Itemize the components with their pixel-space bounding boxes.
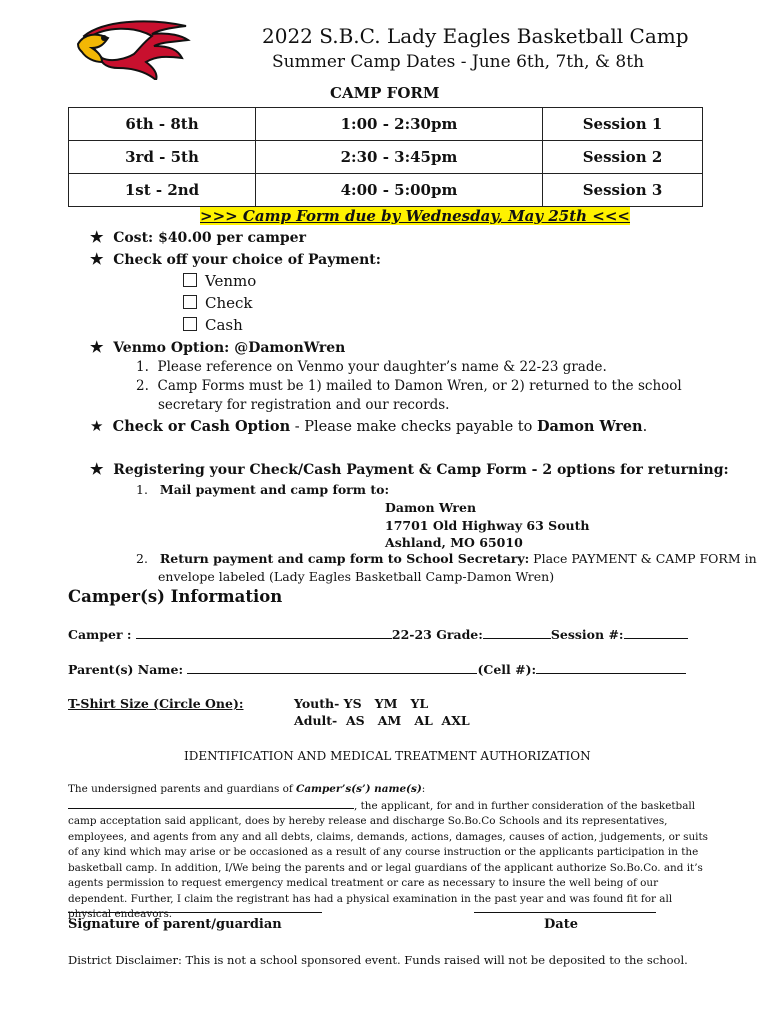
address-line: 17701 Old Highway 63 South bbox=[385, 517, 590, 533]
step-number: 2. bbox=[136, 378, 149, 394]
star-icon: ★ bbox=[90, 460, 104, 478]
check-option[interactable] bbox=[183, 294, 253, 312]
registering-rest: 2 options for returning: bbox=[542, 462, 729, 478]
star-icon: ★ bbox=[90, 417, 104, 435]
authorization-heading: IDENTIFICATION AND MEDICAL TREATMENT AUTHORIZATION bbox=[184, 749, 591, 763]
star-icon: ★ bbox=[90, 228, 104, 246]
tshirt-label: T-Shirt Size (Circle One): bbox=[68, 696, 244, 711]
step-text: Please reference on Venmo your daughter’s name & 22-23 grade. bbox=[157, 359, 607, 375]
authorization-paragraph bbox=[68, 782, 708, 923]
grades-cell: 6th - 8th bbox=[69, 108, 256, 141]
time-cell: 4:00 - 5:00pm bbox=[256, 174, 543, 207]
cost-text: Cost: $40.00 per camper bbox=[113, 230, 306, 246]
address-line: Damon Wren bbox=[385, 500, 477, 515]
venmo-step-2 bbox=[136, 378, 682, 394]
grade-label: 22-23 Grade: bbox=[391, 627, 483, 642]
page-title: 2022 S.B.C. Lady Eagles Basketball Camp bbox=[262, 24, 689, 48]
check-cash-bullet bbox=[90, 417, 647, 435]
cell-field[interactable] bbox=[536, 661, 686, 674]
date-line[interactable] bbox=[474, 912, 656, 913]
option1-text: Mail payment and camp form to: bbox=[159, 482, 390, 497]
camper-names-label: Camper’s(s’) name(s) bbox=[296, 783, 422, 795]
option-label: Check bbox=[205, 294, 253, 312]
registering-label: Registering your Check/Cash Payment & Camp Form - bbox=[113, 462, 543, 478]
session-cell: Session 2 bbox=[543, 141, 703, 174]
session-label: Session #: bbox=[550, 627, 624, 642]
mailing-address bbox=[385, 499, 590, 552]
payment-choice-text: Check off your choice of Payment: bbox=[113, 252, 381, 268]
cash-option[interactable] bbox=[183, 316, 243, 334]
check-cash-label: Check or Cash Option bbox=[112, 418, 291, 435]
return-option-1 bbox=[136, 482, 389, 497]
time-cell: 2:30 - 3:45pm bbox=[256, 141, 543, 174]
venmo-step-2-cont: secretary for registration and our records. bbox=[158, 397, 450, 413]
youth-sizes[interactable]: Youth- YS YM YL bbox=[294, 696, 429, 711]
step-number: 1. bbox=[136, 359, 149, 375]
star-icon: ★ bbox=[90, 338, 104, 356]
cell-label: (Cell #): bbox=[477, 662, 537, 677]
check-payee: Damon Wren bbox=[536, 418, 643, 435]
adult-sizes[interactable]: Adult- AS AM AL AXL bbox=[294, 713, 470, 728]
time-cell: 1:00 - 2:30pm bbox=[256, 108, 543, 141]
option-label: Cash bbox=[205, 316, 243, 334]
camper-name-field[interactable] bbox=[136, 626, 392, 639]
step-number: 2. bbox=[136, 551, 148, 566]
cost-bullet bbox=[90, 228, 306, 246]
parent-signature-label: Signature of parent/guardian bbox=[68, 917, 282, 932]
due-notice: >>> Camp Form due by Wednesday, May 25th <<< bbox=[200, 207, 630, 225]
session-cell: Session 1 bbox=[543, 108, 703, 141]
session-cell: Session 3 bbox=[543, 174, 703, 207]
checkbox-icon[interactable] bbox=[183, 295, 197, 309]
camper-heading: Camper(s) Information bbox=[68, 587, 283, 606]
option2-text: Place PAYMENT & CAMP FORM in bbox=[529, 551, 757, 566]
star-icon: ★ bbox=[90, 250, 104, 268]
table-row bbox=[69, 108, 703, 141]
table-row bbox=[69, 141, 703, 174]
payment-bullet bbox=[90, 250, 381, 268]
check-cash-text: - Please make checks payable to bbox=[290, 419, 537, 435]
grades-cell: 1st - 2nd bbox=[69, 174, 256, 207]
eagle-logo bbox=[74, 18, 194, 80]
grade-field[interactable] bbox=[483, 626, 551, 639]
camper-label: Camper : bbox=[68, 627, 136, 642]
parent-row bbox=[68, 661, 686, 677]
venmo-option[interactable] bbox=[183, 272, 256, 290]
checkbox-icon[interactable] bbox=[183, 317, 197, 331]
date-label: Date bbox=[544, 917, 578, 932]
district-disclaimer: District Disclaimer: This is not a school sponsored event. Funds raised will not be deposited to the school. bbox=[68, 953, 688, 967]
step-number: 1. bbox=[136, 482, 148, 497]
session-field[interactable] bbox=[624, 626, 688, 639]
auth-colon: : bbox=[421, 783, 426, 795]
form-heading: CAMP FORM bbox=[330, 84, 440, 102]
table-row bbox=[69, 174, 703, 207]
step-text: Camp Forms must be 1) mailed to Damon Wren, or 2) returned to the school bbox=[157, 378, 682, 394]
return-option-2-cont: envelope labeled (Lady Eagles Basketball Camp-Damon Wren) bbox=[158, 569, 555, 584]
auth-after-line: , the bbox=[354, 799, 378, 812]
auth-body: applicant, for and in further consideration of the basketball camp acceptation said applicant, does by hereby release and discharge So.Bo.Co Schools and its representatives, employees, and agents from any and all debts, claims, demands, actions, damages, causes of action, judgements, or suits of any kind which may arise or be occasioned as a result of any course instruction or the applicants participation in the basketball camp. In addition, I/We being the parents and or legal guardians of the applicant authorize So.Bo.Co. and it’s agents permission to request emergency medical treatment or care as necessary to insure the well being of our dependent. Further, I claim the registrant has had a physical examination in the past year and was found fit for all physical endeavors. bbox=[68, 799, 708, 920]
address-line: Ashland, MO 65010 bbox=[385, 535, 523, 550]
auth-intro: The undersigned parents and guardians of bbox=[68, 783, 297, 795]
grades-cell: 3rd - 5th bbox=[69, 141, 256, 174]
return-option-2 bbox=[136, 551, 757, 566]
registering-bullet bbox=[90, 460, 729, 478]
venmo-option-text: Venmo Option: @DamonWren bbox=[113, 340, 346, 356]
option2-label: Return payment and camp form to School Secretary: bbox=[159, 551, 530, 566]
checkbox-icon[interactable] bbox=[183, 273, 197, 287]
venmo-step-1 bbox=[136, 359, 607, 375]
camp-dates: Summer Camp Dates - June 6th, 7th, & 8th bbox=[272, 52, 645, 72]
parent-label: Parent(s) Name: bbox=[68, 662, 188, 677]
camper-names-field[interactable] bbox=[68, 798, 354, 809]
camper-row bbox=[68, 626, 688, 642]
sessions-table bbox=[68, 107, 703, 207]
venmo-bullet bbox=[90, 338, 345, 356]
check-end: . bbox=[642, 419, 648, 435]
parent-signature-line[interactable] bbox=[68, 912, 322, 913]
parent-name-field[interactable] bbox=[187, 661, 477, 674]
option-label: Venmo bbox=[205, 272, 257, 290]
